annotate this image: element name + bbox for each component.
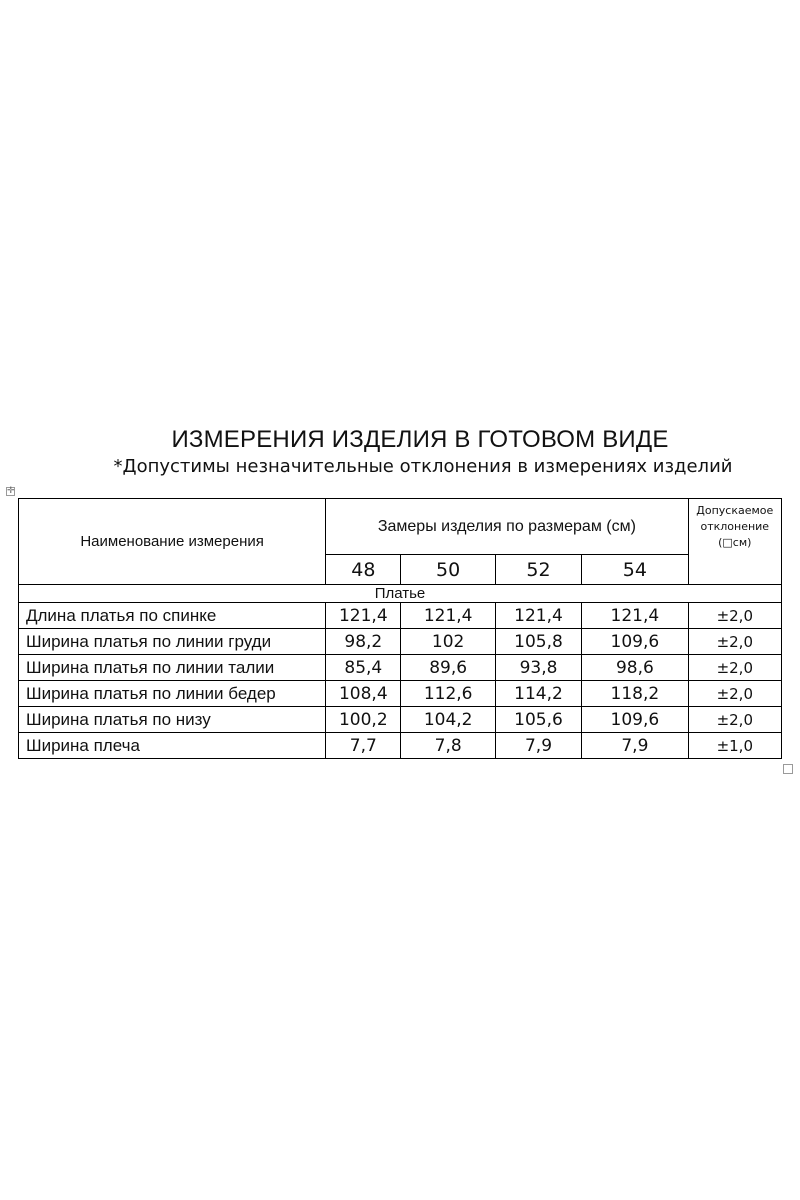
measurement-tolerance: ±2,0 <box>688 681 781 707</box>
measurement-value: 105,6 <box>495 707 581 733</box>
measurement-tolerance: ±1,0 <box>688 733 781 759</box>
table-resize-handle-icon[interactable] <box>783 764 793 774</box>
measurement-value: 7,9 <box>495 733 581 759</box>
measurement-value: 104,2 <box>401 707 495 733</box>
measurement-tolerance: ±2,0 <box>688 629 781 655</box>
measurement-value: 118,2 <box>582 681 688 707</box>
measurement-value: 98,6 <box>582 655 688 681</box>
measurement-value: 105,8 <box>495 629 581 655</box>
measurement-value: 98,2 <box>326 629 401 655</box>
measurement-value: 121,4 <box>582 603 688 629</box>
measurement-value: 100,2 <box>326 707 401 733</box>
header-size: 52 <box>495 555 581 585</box>
table-row <box>19 733 782 759</box>
header-tolerance-line: отклонение <box>700 520 770 533</box>
header-size: 50 <box>401 555 495 585</box>
table-move-handle-icon[interactable]: ✛ <box>7 486 15 496</box>
measurement-value: 112,6 <box>401 681 495 707</box>
table-row <box>19 707 782 733</box>
header-size: 54 <box>582 555 688 585</box>
table-row <box>19 681 782 707</box>
measurement-name: Ширина платья по линии талии <box>19 655 326 681</box>
table-row <box>19 603 782 629</box>
measurement-value: 109,6 <box>582 707 688 733</box>
measurements-table <box>18 498 782 759</box>
measurement-value: 114,2 <box>495 681 581 707</box>
table-section-row <box>19 585 782 603</box>
section-label: Платье <box>19 585 782 603</box>
measurement-tolerance: ±2,0 <box>688 655 781 681</box>
measurement-value: 121,4 <box>495 603 581 629</box>
measurement-value: 7,9 <box>582 733 688 759</box>
measurement-tolerance: ±2,0 <box>688 707 781 733</box>
header-tolerance <box>688 499 781 585</box>
measurement-name: Длина платья по спинке <box>19 603 326 629</box>
header-measurement-name: Наименование измерения <box>19 499 326 585</box>
header-sizes-group: Замеры изделия по размерам (см) <box>326 499 688 555</box>
measurement-name: Ширина платья по линии бедер <box>19 681 326 707</box>
measurement-value: 121,4 <box>401 603 495 629</box>
measurement-value: 7,7 <box>326 733 401 759</box>
measurement-value: 102 <box>401 629 495 655</box>
measurement-value: 93,8 <box>495 655 581 681</box>
measurement-value: 121,4 <box>326 603 401 629</box>
document-title: ИЗМЕРЕНИЯ ИЗДЕЛИЯ В ГОТОВОМ ВИДЕ <box>171 426 669 453</box>
header-tolerance-line: Допускаемое <box>696 504 774 517</box>
header-size: 48 <box>326 555 401 585</box>
table-row <box>19 655 782 681</box>
measurement-value: 89,6 <box>401 655 495 681</box>
measurement-value: 85,4 <box>326 655 401 681</box>
table-header-row <box>19 499 782 555</box>
measurement-name: Ширина платья по низу <box>19 707 326 733</box>
measurement-name: Ширина платья по линии груди <box>19 629 326 655</box>
measurement-value: 109,6 <box>582 629 688 655</box>
measurement-value: 108,4 <box>326 681 401 707</box>
measurement-name: Ширина плеча <box>19 733 326 759</box>
document-subtitle: *Допустимы незначительные отклонения в измерениях изделий <box>113 456 733 477</box>
measurement-tolerance: ±2,0 <box>688 603 781 629</box>
table-row <box>19 629 782 655</box>
header-tolerance-line: (□см) <box>718 536 752 549</box>
measurement-value: 7,8 <box>401 733 495 759</box>
